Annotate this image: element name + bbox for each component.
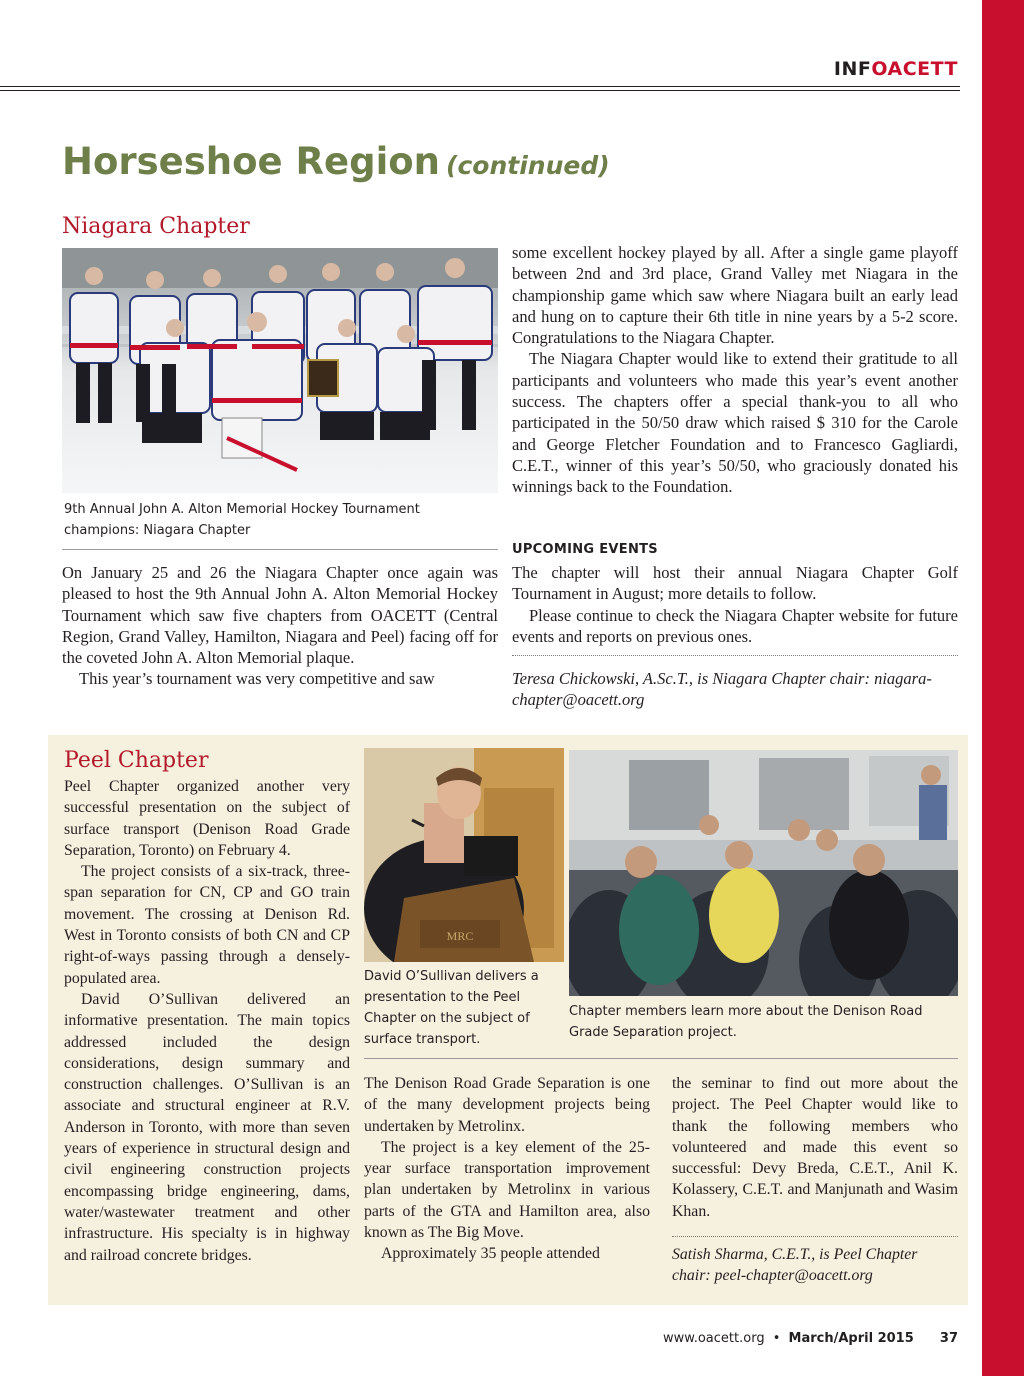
peel-signature-rule xyxy=(672,1236,958,1237)
niagara-paragraph: On January 25 and 26 the Niagara Chapter once again was pleased to host the 9th Annual John A. Alton Memorial Hockey Tournament which saw five chapters from OACETT (Central Region, Grand Valley, Hamilton, Niagara and Peel) facing off for the coveted John A. Alton Memorial plaque. xyxy=(62,563,498,668)
niagara-paragraph: The Niagara Chapter would like to extend their gratitude to all participants and volunteers who made this year’s event another success. The chapters offer a special thank-you to all who participated in the 50/50 draw which raised $ 310 for the Carole and George Fletcher Foundation and to Francesco Gagliardi, C.E.T., winner of this year’s 50/50, who graciously donated his winnings back to the Foundation. xyxy=(512,349,958,497)
masthead xyxy=(834,58,958,80)
footer-bullet: • xyxy=(772,1331,781,1346)
peel-paragraph: David O’Sullivan delivered an informative presentation. The main topics addressed included the design considerations, design summary and construction challenges. O’Sullivan is an associate and structural engineer at R.V. Anderson in Toronto, with more than seven years of experience in structural design and civil engineering construction projects encompassing bridge engineering, dams, water/wastewater treatment and other infrastructure. His specialty is in highway and railroad concrete bridges. xyxy=(64,990,350,1264)
peel-column-2 xyxy=(364,1073,650,1265)
caption-rule xyxy=(62,549,498,550)
page-footer xyxy=(663,1331,958,1346)
page-number: 37 xyxy=(939,1331,958,1346)
niagara-signature: Teresa Chickowski, A.Sc.T., is Niagara Chapter chair: niagara-chapter@oacett.org xyxy=(512,669,932,710)
peel-signature: Satish Sharma, C.E.T., is Peel Chapter chair: peel-chapter@oacett.org xyxy=(672,1246,918,1285)
footer-issue: March/April 2015 xyxy=(788,1331,914,1346)
peel-heading: Peel Chapter xyxy=(64,748,209,773)
audience-caption: Chapter members learn more about the Denison Road Grade Separation project. xyxy=(569,1004,923,1040)
hockey-team-image xyxy=(62,248,498,493)
niagara-column-2 xyxy=(512,242,958,498)
red-side-band xyxy=(982,0,1024,1376)
niagara-paragraph: some excellent hockey played by all. After a single game playoff between 2nd and 3rd place, Grand Valley met Niagara in the championship game which saw where Niagara built an early lead and hung on to capture their 6th title in nine years by a 5-2 score. Congratulations to the Niagara Chapter. xyxy=(512,243,958,348)
speaker-photo xyxy=(364,748,564,962)
niagara-heading: Niagara Chapter xyxy=(62,214,250,239)
region-continued: (continued) xyxy=(446,151,610,180)
peel-paragraph: The project consists of a six-track, three-span separation for CN, CP and GO train movement. The crossing at Denison Rd. West in Toronto consists of both CN and CP right-of-ways passing through a densely-populated area. xyxy=(64,863,350,987)
peel-paragraph: The project is a key element of the 25-year surface transportation improvement plan undertaken by Metrolinx in various parts of the GTA and Hamilton area, also known as The Big Move. xyxy=(364,1138,650,1242)
audience-image xyxy=(569,750,958,996)
signature-rule xyxy=(512,655,958,656)
svg-text:MRC: MRC xyxy=(446,929,474,943)
peel-paragraph: The Denison Road Grade Separation is one of the many development projects being undertaken by Metrolinx. xyxy=(364,1075,650,1135)
upcoming-events-heading: UPCOMING EVENTS xyxy=(512,542,658,557)
speaker-image xyxy=(364,748,564,962)
footer-site: www.oacett.org xyxy=(663,1331,765,1346)
audience-photo xyxy=(569,750,958,996)
peel-column-1 xyxy=(64,776,350,1266)
peel-paragraph: Peel Chapter organized another very successful presentation on the subject of surface transport (Denison Road Grade Separation, Toronto) on February 4. xyxy=(64,778,350,859)
niagara-paragraph: This year’s tournament was very competitive and saw xyxy=(79,669,435,689)
page-title xyxy=(62,140,610,183)
upcoming-paragraph: Please continue to check the Niagara Chapter website for future events and reports on previous ones. xyxy=(512,605,958,646)
upcoming-paragraph: The chapter will host their annual Niagara Chapter Golf Tournament in August; more details to follow. xyxy=(512,563,958,604)
hockey-photo-caption: 9th Annual John A. Alton Memorial Hockey Tournament champions: Niagara Chapter xyxy=(64,502,420,538)
speaker-caption: David O’Sullivan delivers a presentation to the Peel Chapter on the subject of surface transport. xyxy=(364,969,539,1047)
niagara-column-1 xyxy=(62,562,498,690)
header-rule-2 xyxy=(0,90,960,91)
header-rule xyxy=(0,86,960,87)
peel-paragraph: the seminar to find out more about the project. The Peel Chapter would like to thank the following members who volunteered and made this event so successful: Devy Breda, C.E.T., Anil K. Kolassery, C.E.T. and Manjunath and Wasim Khan. xyxy=(672,1075,958,1220)
peel-paragraph: Approximately 35 people attended xyxy=(381,1245,600,1263)
peel-column-3 xyxy=(672,1073,958,1222)
masthead-oacett: OACETT xyxy=(871,58,958,80)
masthead-info: INF xyxy=(833,58,872,80)
peel-caption-rule xyxy=(364,1058,958,1059)
upcoming-events-text xyxy=(512,562,958,647)
hockey-team-photo xyxy=(62,248,498,493)
region-title-text: Horseshoe Region xyxy=(62,140,441,183)
